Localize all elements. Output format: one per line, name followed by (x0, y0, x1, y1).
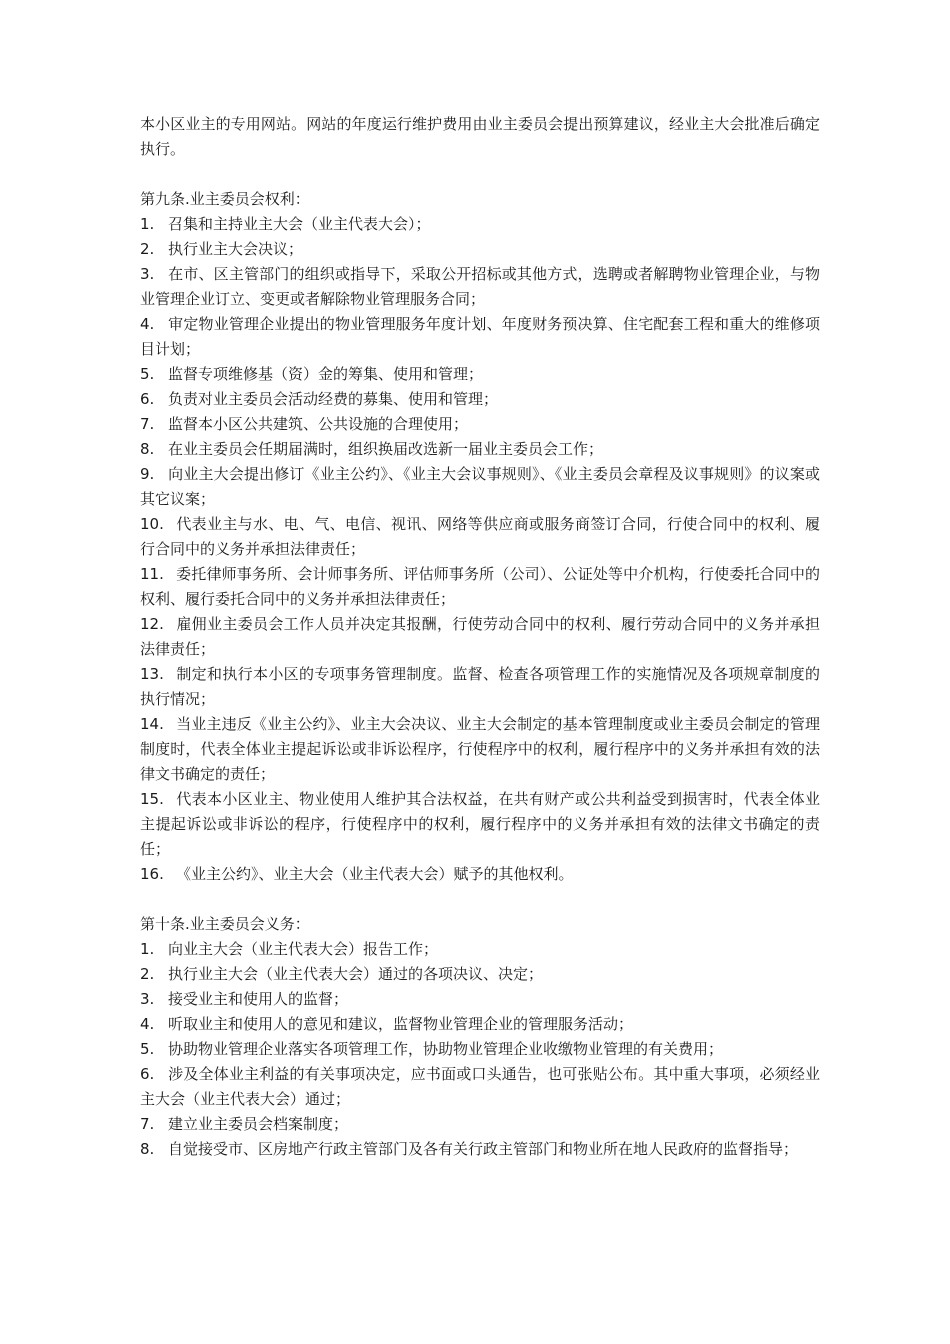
list-item (140, 362, 820, 387)
list-item (140, 862, 820, 887)
item-number: 4. (140, 315, 155, 333)
item-text: 在业主委员会任期届满时，组织换届改选新一届业主委员会工作； (168, 440, 604, 458)
item-text: 执行业主大会决议； (168, 240, 304, 258)
item-number: 3. (140, 265, 155, 283)
list-item (140, 937, 820, 962)
item-text: 代表业主与水、电、气、电信、视讯、网络等供应商或服务商签订合同，行使合同中的权利、履行合同中的义务并承担法律责任； (140, 515, 820, 558)
document-body (140, 112, 820, 1162)
item-number: 14. (140, 715, 164, 733)
item-text: 雇佣业主委员会工作人员并决定其报酬，行使劳动合同中的权利、履行劳动合同中的义务并承担法律责任； (140, 615, 820, 658)
item-text: 接受业主和使用人的监督； (168, 990, 349, 1008)
item-text: 协助物业管理企业落实各项管理工作，协助物业管理企业收缴物业管理的有关费用； (168, 1040, 724, 1058)
article9-heading: 第九条.业主委员会权利： (140, 190, 310, 208)
item-number: 10. (140, 515, 164, 533)
article10-heading: 第十条.业主委员会义务： (140, 915, 310, 933)
item-text: 制定和执行本小区的专项事务管理制度。监督、检查各项管理工作的实施情况及各项规章制度的执行情况； (140, 665, 820, 708)
item-text: 听取业主和使用人的意见和建议，监督物业管理企业的管理服务活动； (168, 1015, 634, 1033)
item-number: 4. (140, 1015, 155, 1033)
item-number: 1. (140, 215, 155, 233)
list-item (140, 987, 820, 1012)
item-number: 5. (140, 1040, 155, 1058)
list-item (140, 387, 820, 412)
item-text: 监督本小区公共建筑、公共设施的合理使用； (168, 415, 469, 433)
item-text: 向业主大会提出修订《业主公约》、《业主大会议事规则》、《业主委员会章程及议事规则》的议案或其它议案； (140, 465, 820, 508)
item-number: 12. (140, 615, 164, 633)
list-item (140, 1137, 820, 1162)
item-number: 13. (140, 665, 164, 683)
item-text: 向业主大会（业主代表大会）报告工作； (168, 940, 439, 958)
spacer (140, 162, 820, 187)
item-number: 15. (140, 790, 164, 808)
list-item (140, 612, 820, 662)
item-number: 7. (140, 415, 155, 433)
item-number: 2. (140, 240, 155, 258)
list-item (140, 312, 820, 362)
list-item (140, 1062, 820, 1112)
list-item (140, 237, 820, 262)
item-text: 当业主违反《业主公约》、业主大会决议、业主大会制定的基本管理制度或业主委员会制定的管理制度时，代表全体业主提起诉讼或非诉讼程序，行使程序中的权利，履行程序中的义务并承担有效的法律文书确定的责任； (140, 715, 820, 783)
item-text: 执行业主大会（业主代表大会）通过的各项决议、决定； (168, 965, 544, 983)
list-item (140, 712, 820, 787)
article10-list (140, 937, 820, 1162)
list-item (140, 562, 820, 612)
item-number: 2. (140, 965, 155, 983)
item-text: 监督专项维修基（资）金的筹集、使用和管理； (168, 365, 484, 383)
item-text: 代表本小区业主、物业使用人维护其合法权益，在共有财产或公共利益受到损害时，代表全体业主提起诉讼或非诉讼的程序，行使程序中的权利，履行程序中的义务并承担有效的法律文书确定的责任； (140, 790, 820, 858)
intro-paragraph: 本小区业主的专用网站。网站的年度运行维护费用由业主委员会提出预算建议，经业主大会批准后确定执行。 (140, 115, 820, 158)
item-text: 负责对业主委员会活动经费的募集、使用和管理； (168, 390, 499, 408)
item-number: 6. (140, 390, 155, 408)
item-number: 5. (140, 365, 155, 383)
item-text: 涉及全体业主利益的有关事项决定，应书面或口头通告，也可张贴公布。其中重大事项，必须经业主大会（业主代表大会）通过； (140, 1065, 820, 1108)
item-number: 6. (140, 1065, 155, 1083)
list-item (140, 1037, 820, 1062)
item-text: 建立业主委员会档案制度； (168, 1115, 349, 1133)
list-item (140, 662, 820, 712)
list-item (140, 962, 820, 987)
list-item (140, 1112, 820, 1137)
item-text: 自觉接受市、区房地产行政主管部门及各有关行政主管部门和物业所在地人民政府的监督指导； (168, 1140, 799, 1158)
item-text: 《业主公约》、业主大会（业主代表大会）赋予的其他权利。 (176, 865, 574, 883)
item-number: 8. (140, 1140, 155, 1158)
item-number: 16. (140, 865, 164, 883)
item-text: 在市、区主管部门的组织或指导下，采取公开招标或其他方式，选聘或者解聘物业管理企业，与物业管理企业订立、变更或者解除物业管理服务合同； (140, 265, 820, 308)
item-number: 11. (140, 565, 164, 583)
list-item (140, 787, 820, 862)
list-item (140, 437, 820, 462)
list-item (140, 1012, 820, 1037)
item-number: 9. (140, 465, 155, 483)
item-text: 委托律师事务所、会计师事务所、评估师事务所（公司）、公证处等中介机构，行使委托合同中的权利、履行委托合同中的义务并承担法律责任； (140, 565, 820, 608)
item-number: 7. (140, 1115, 155, 1133)
article9-list (140, 212, 820, 887)
list-item (140, 212, 820, 237)
spacer (140, 887, 820, 912)
list-item (140, 462, 820, 512)
list-item (140, 412, 820, 437)
item-number: 8. (140, 440, 155, 458)
item-number: 1. (140, 940, 155, 958)
item-number: 3. (140, 990, 155, 1008)
list-item (140, 512, 820, 562)
list-item (140, 262, 820, 312)
item-text: 审定物业管理企业提出的物业管理服务年度计划、年度财务预决算、住宅配套工程和重大的维修项目计划； (140, 315, 820, 358)
item-text: 召集和主持业主大会（业主代表大会）； (168, 215, 431, 233)
